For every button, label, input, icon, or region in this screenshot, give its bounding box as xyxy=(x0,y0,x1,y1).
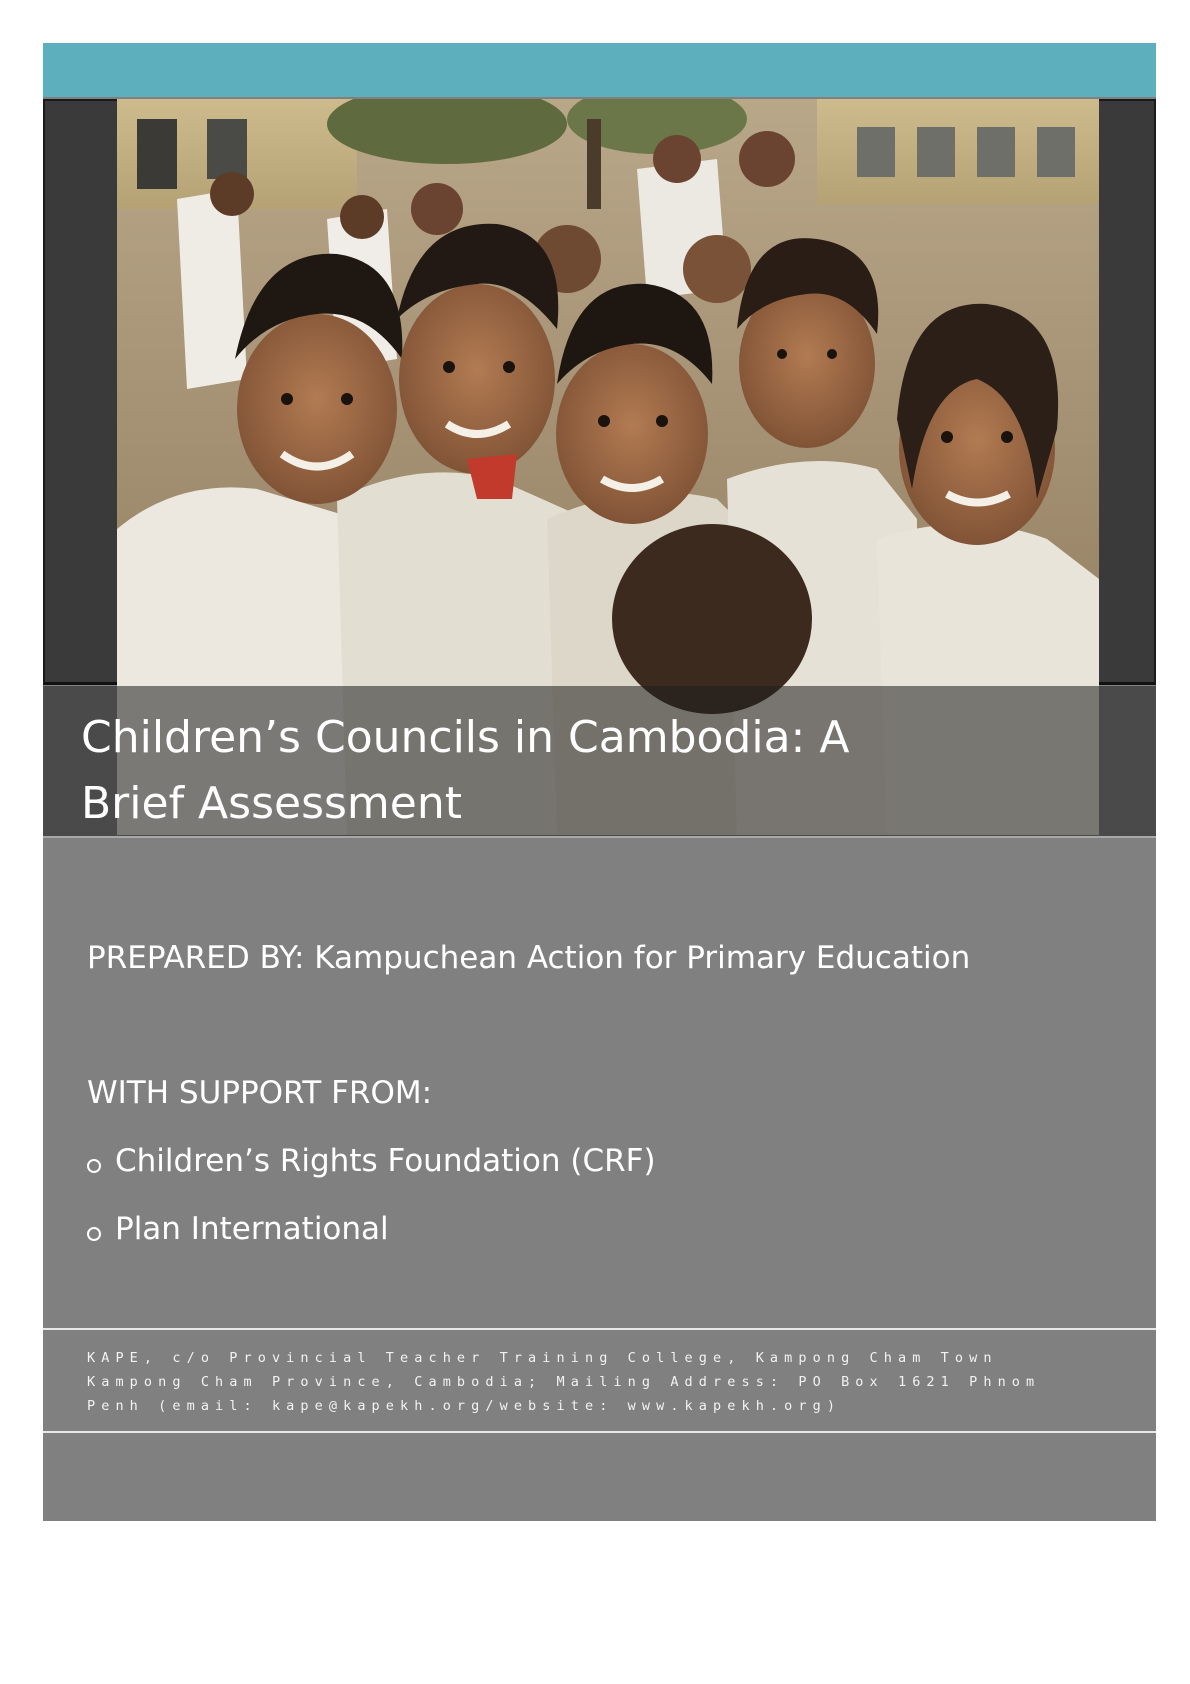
title-line-1: Children’s Councils in Cambodia: A xyxy=(81,712,850,763)
cover-page xyxy=(43,43,1156,1521)
address-line-2: Kampong Cham Province, Cambodia; Mailing Address: PO Box 1621 Phnom xyxy=(87,1374,1041,1390)
address-top-rule xyxy=(43,1328,1156,1330)
title-divider xyxy=(43,836,1156,838)
supporter-list xyxy=(87,1141,656,1277)
address-line-1: KAPE, c/o Provincial Teacher Training College, Kampong Cham Town xyxy=(87,1350,998,1366)
document-title xyxy=(81,705,981,837)
supporter-name: Plan International xyxy=(115,1211,389,1247)
address-line-3: Penh (email: kape@kapekh.org/website: www.kapekh.org) xyxy=(87,1398,842,1414)
address-bottom-rule xyxy=(43,1431,1156,1433)
prepared-by-text: PREPARED BY: Kampuchean Action for Primary Education xyxy=(87,940,971,976)
hollow-circle-bullet-icon xyxy=(87,1227,101,1241)
supporter-name: Children’s Rights Foundation (CRF) xyxy=(115,1143,656,1179)
title-line-2: Brief Assessment xyxy=(81,778,462,829)
list-item xyxy=(87,1141,656,1209)
top-teal-band xyxy=(43,43,1156,97)
support-heading: WITH SUPPORT FROM: xyxy=(87,1075,433,1111)
list-item xyxy=(87,1209,656,1277)
hollow-circle-bullet-icon xyxy=(87,1159,101,1173)
organization-address xyxy=(87,1346,1127,1418)
